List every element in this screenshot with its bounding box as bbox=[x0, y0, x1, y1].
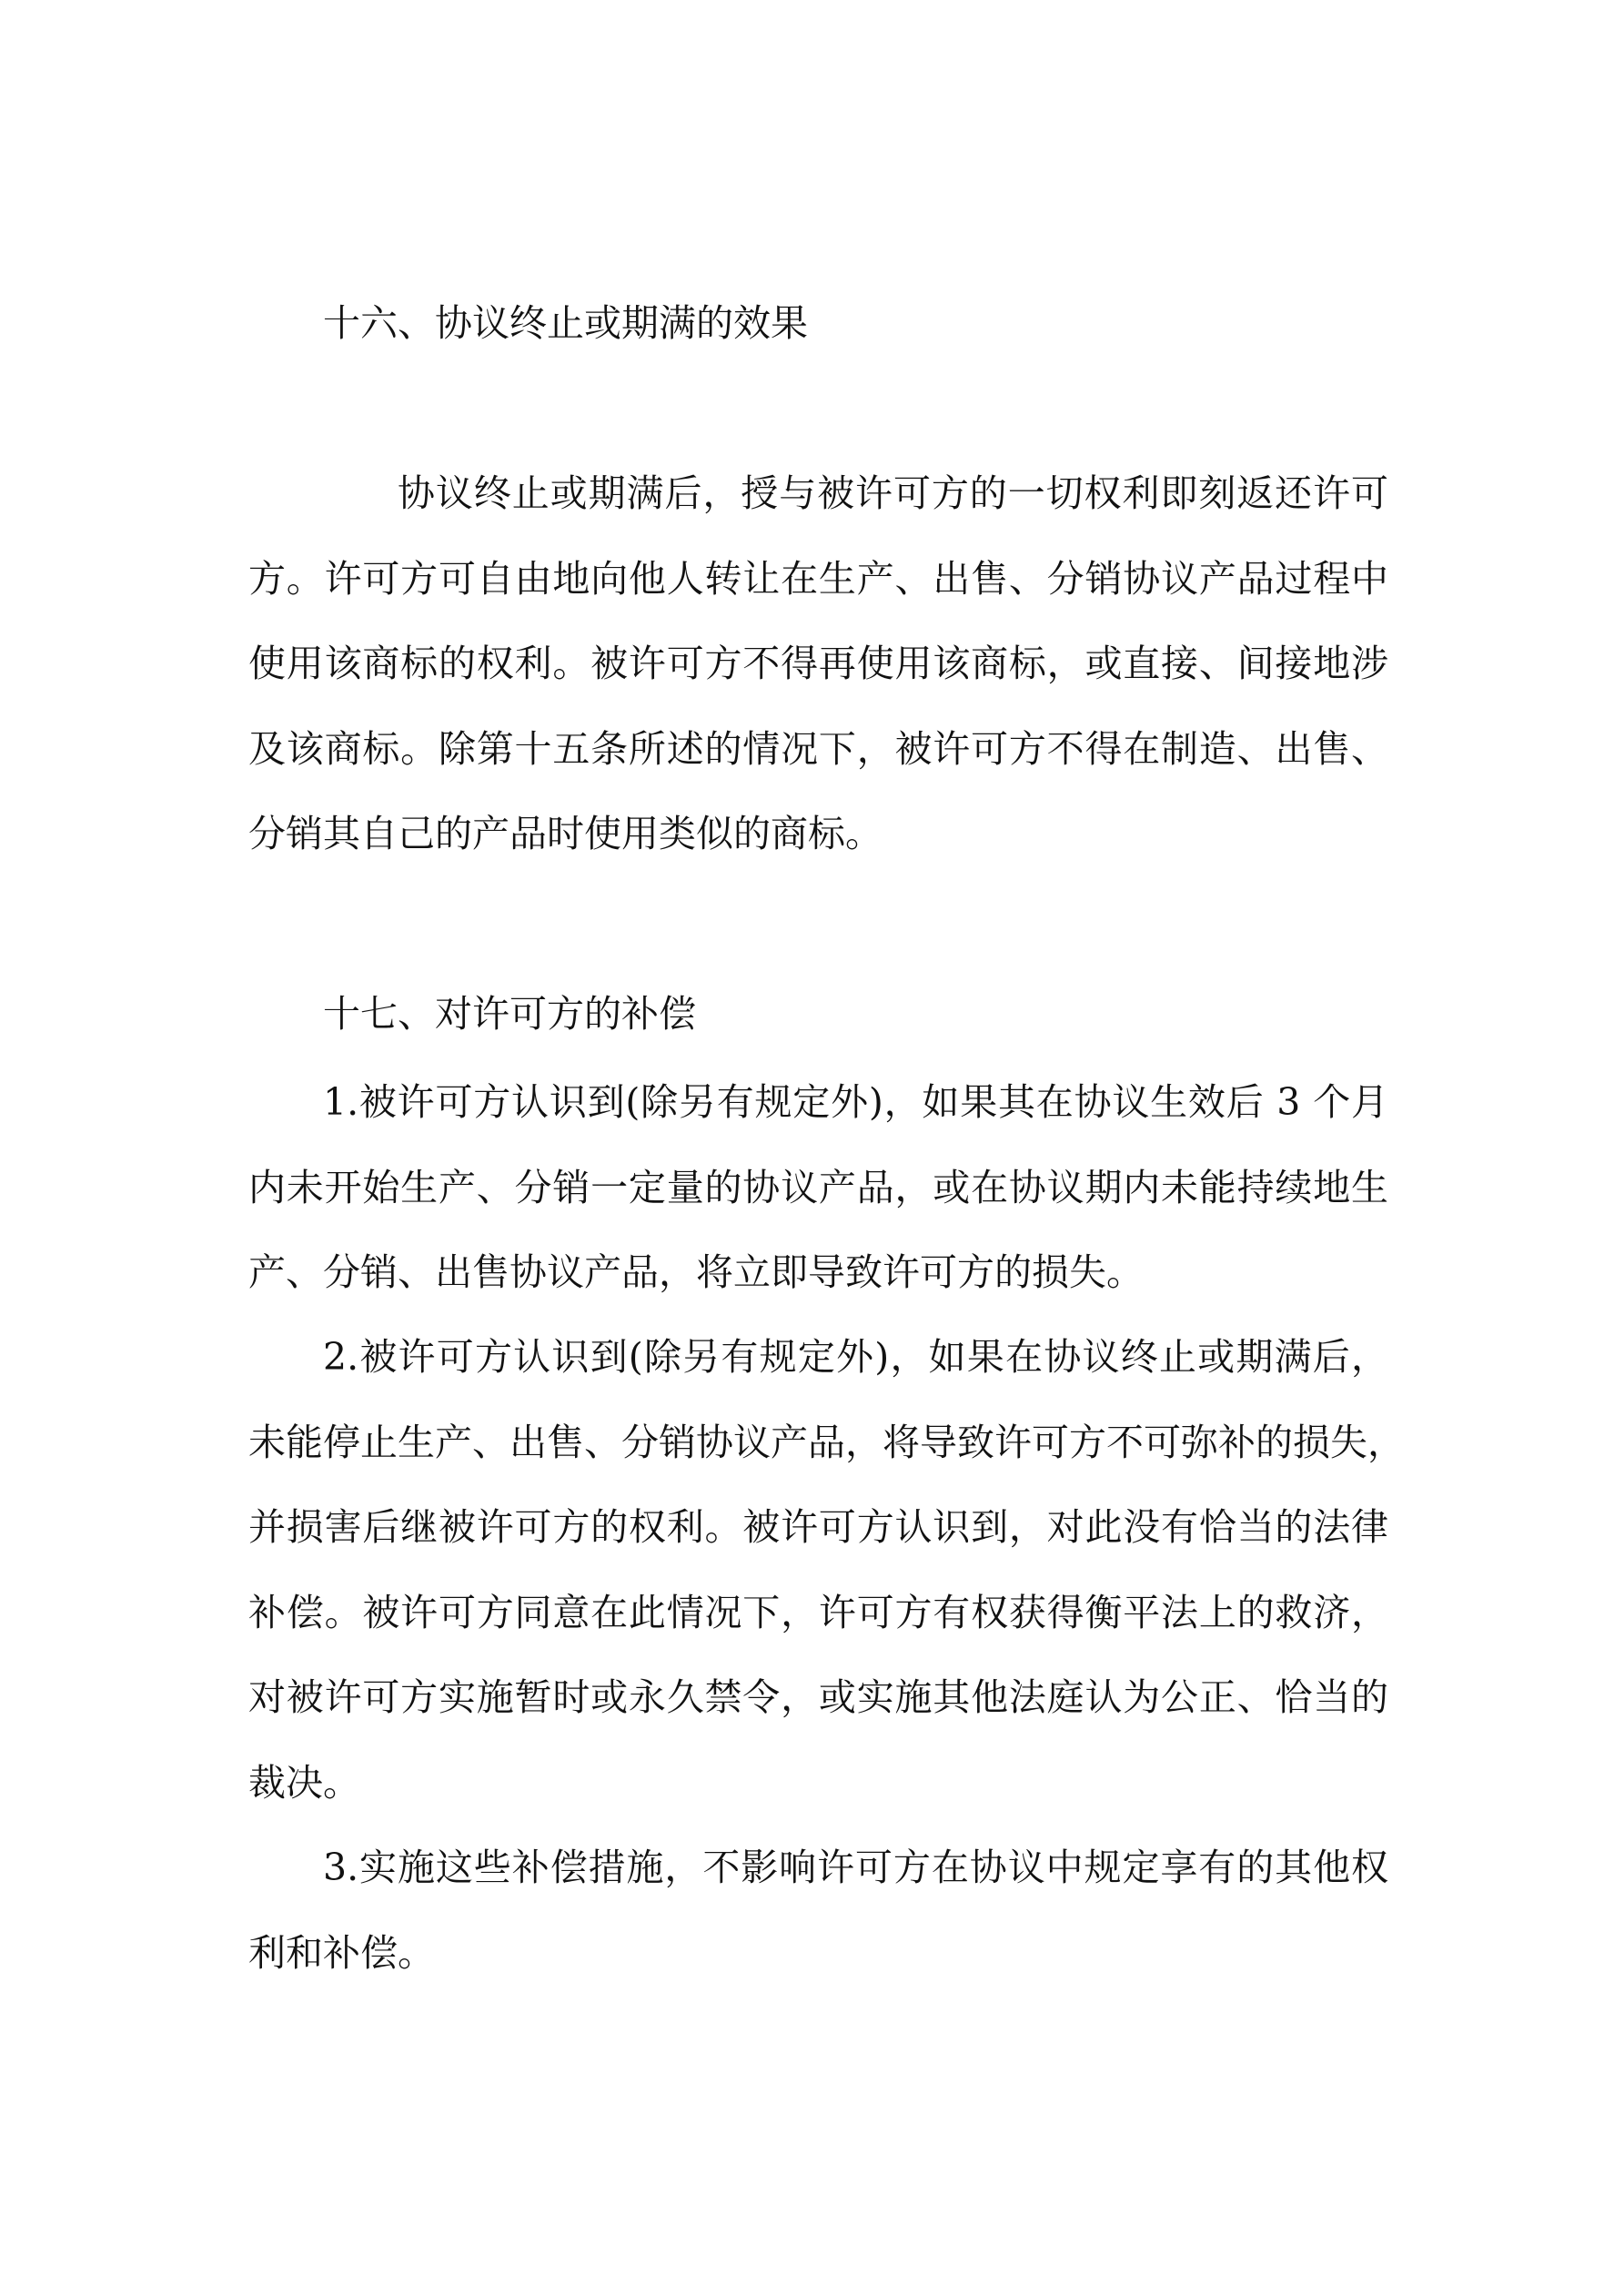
item-2-line-6: 裁决。 bbox=[248, 1760, 360, 1805]
section-17-item-2 bbox=[248, 1315, 1405, 1826]
item-3-line-2: 利和补偿。 bbox=[248, 1930, 435, 1975]
item-1-line-3: 产、分销、出售协议产品，将立即导致许可方的损失。 bbox=[248, 1250, 1144, 1294]
item-2-line-3: 并损害后继被许可方的权利。被许可方认识到，对此没有恰当的法律 bbox=[248, 1505, 1388, 1549]
item-2-line-1: 2.被许可方认识到(除另有规定外)，如果在协议终止或期满后， bbox=[323, 1335, 1388, 1379]
section-16-line-5: 分销其自己的产品时使用类似的商标。 bbox=[248, 812, 883, 855]
section-16-heading: 十六、协议终止或期满的效果 bbox=[323, 301, 808, 345]
section-16-line-3: 使用该商标的权利。被许可方不得再使用该商标，或直接、间接地涉 bbox=[248, 642, 1388, 685]
section-17-item-1 bbox=[248, 1060, 1388, 1316]
item-1-line-1: 1.被许可方认识到(除另有规定外)，如果其在协议生效后 3 个月 bbox=[323, 1080, 1388, 1124]
section-17-heading: 十七、对许可方的补偿 bbox=[323, 992, 696, 1036]
section-16-line-2: 方。许可方可自由地向他人转让在生产、出售、分销协议产品过程中 bbox=[248, 556, 1388, 601]
section-16-line-4: 及该商标。除第十五条所述的情况下，被许可方不得在制造、出售、 bbox=[248, 726, 1388, 771]
section-17-item-3 bbox=[248, 1826, 1388, 1996]
item-2-line-2: 未能停止生产、出售、分销协议产品，将导致许可方不可弥补的损失， bbox=[248, 1420, 1405, 1464]
section-16-paragraph bbox=[248, 451, 1388, 877]
item-1-line-2: 内未开始生产、分销一定量的协议产品，或在协议期内未能持续地生 bbox=[248, 1165, 1388, 1209]
item-2-line-5: 对被许可方实施暂时或永久禁令，或实施其他法庭认为公正、恰当的 bbox=[248, 1675, 1388, 1719]
item-2-line-4: 补偿。被许可方同意在此情况下，许可方有权获得衡平法上的救济， bbox=[248, 1590, 1388, 1634]
section-16-line-1: 协议终止或期满后，授与被许可方的一切权利即刻返还许可 bbox=[398, 471, 1388, 515]
item-3-line-1: 3.实施这些补偿措施，不影响许可方在协议中规定享有的其他权 bbox=[323, 1846, 1388, 1889]
